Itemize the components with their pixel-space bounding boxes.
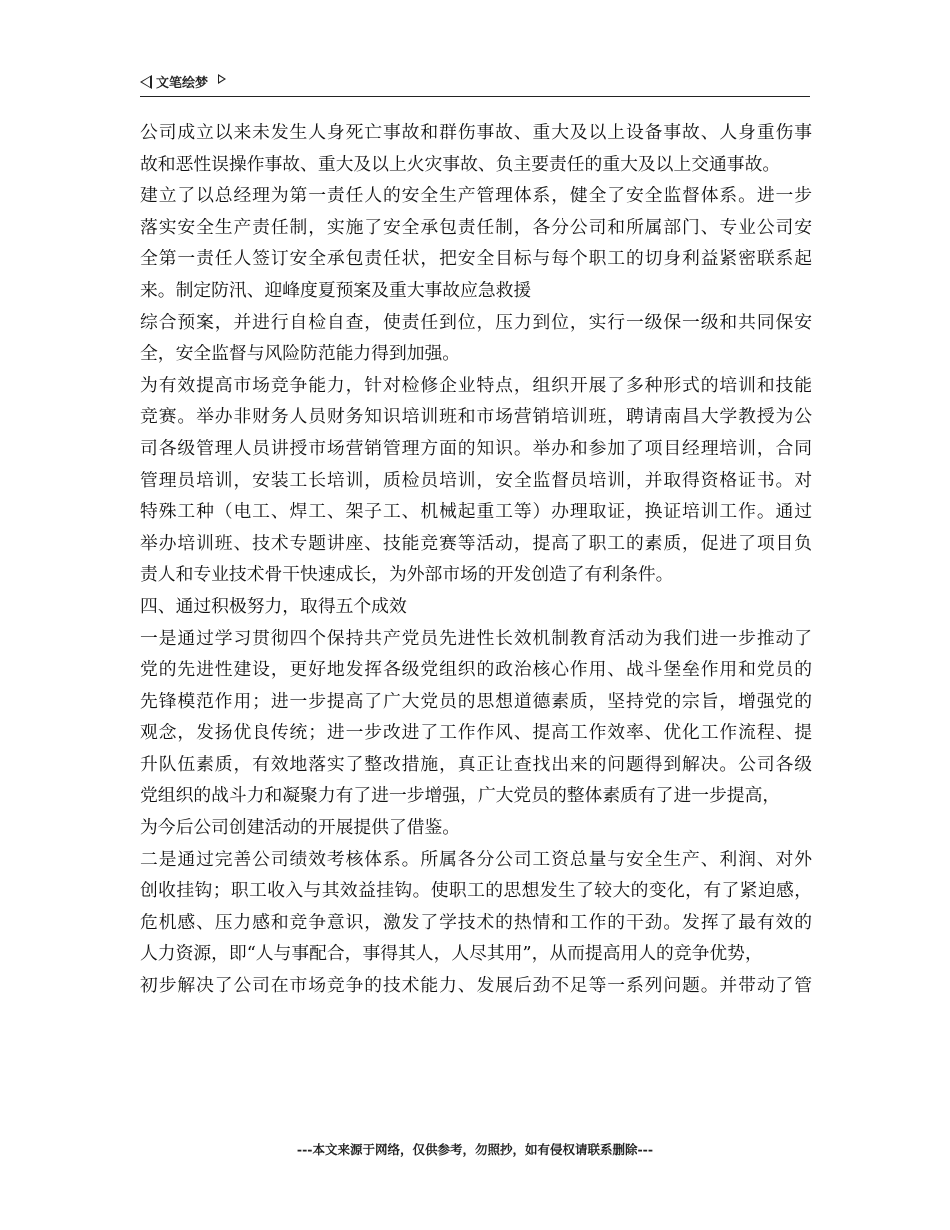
text-line: 一是通过学习贯彻四个保持共产党员先进性长效机制教育活动为我们进一步推动了 — [140, 627, 812, 649]
text-line: 管理员培训，安装工长培训，质检员培训，安全监督员培训，并取得资格证书。对 — [140, 469, 812, 491]
text-line: 四、通过积极努力，取得五个成效 — [140, 595, 407, 617]
text-line: 来。制定防汛、迎峰度夏预案及重大事故应急救援 — [140, 279, 532, 301]
text-line: 创收挂钩；职工收入与其效益挂钩。使职工的思想发生了较大的变化，有了紧迫感， — [140, 880, 812, 902]
text-line: 为有效提高市场竞争能力，针对检修企业特点，组织开展了多种形式的培训和技能 — [140, 374, 812, 396]
text-line: 特殊工种（电工、焊工、架子工、机械起重工等）办理取证，换证培训工作。通过 — [140, 501, 812, 523]
page-header — [140, 72, 810, 97]
header-brand — [140, 72, 226, 91]
text-line: 综合预案，并进行自检自查，使责任到位，压力到位，实行一级保一级和共同保安 — [140, 311, 812, 333]
triangle-right-icon — [218, 74, 226, 84]
text-line: 为今后公司创建活动的开展提供了借鉴。 — [140, 817, 461, 839]
text-line: 竞赛。举办非财务人员财务知识培训班和市场营销培训班，聘请南昌大学教授为公 — [140, 406, 812, 428]
text-line: 全，安全监督与风险防范能力得到加强。 — [140, 343, 461, 365]
text-line: 司各级管理人员讲授市场营销管理方面的知识。举办和参加了项目经理培训，合同 — [140, 437, 812, 459]
text-line: 二是通过完善公司绩效考核体系。所属各分公司工资总量与安全生产、利润、对外 — [140, 848, 812, 870]
text-line: 责人和专业技术骨干快速成长，为外部市场的开发创造了有利条件。 — [140, 564, 674, 586]
triangle-left-icon — [140, 75, 152, 89]
text-line: 先锋模范作用；进一步提高了广大党员的思想道德素质，坚持党的宗旨，增强党的 — [140, 690, 812, 712]
text-line: 举办培训班、技术专题讲座、技能竞赛等活动，提高了职工的素质，促进了项目负 — [140, 532, 812, 554]
text-line: 落实安全生产责任制，实施了安全承包责任制，各分公司和所属部门、专业公司安 — [140, 216, 812, 238]
document-body — [140, 117, 812, 1002]
text-line: 全第一责任人签订安全承包责任状，把安全目标与每个职工的切身利益紧密联系起 — [140, 248, 812, 270]
brand-name: 文笔绘梦 — [156, 76, 209, 91]
page-footer: ---本文来源于网络，仅供参考，勿照抄，如有侵权请联系删除--- — [296, 1142, 654, 1157]
text-line: 党组织的战斗力和凝聚力有了进一步增强，广大党员的整体素质有了进一步提高， — [140, 785, 781, 807]
text-line: 建立了以总经理为第一责任人的安全生产管理体系，健全了安全监督体系。进一步 — [140, 185, 812, 207]
text-line: 党的先进性建设，更好地发挥各级党组织的政治核心作用、战斗堡垒作用和党员的 — [140, 659, 812, 681]
text-line: 升队伍素质，有效地落实了整改措施，真正让查找出来的问题得到解决。公司各级 — [140, 753, 812, 775]
text-line: 人力资源，即“人与事配合，事得其人，人尽其用”，从而提高用人的竞争优势， — [140, 943, 763, 965]
text-line: 危机感、压力感和竞争意识，激发了学技术的热情和工作的干劲。发挥了最有效的 — [140, 911, 812, 933]
text-line: 观念，发扬优良传统；进一步改进了工作作风、提高工作效率、优化工作流程、提 — [140, 722, 812, 744]
text-line: 初步解决了公司在市场竞争的技术能力、发展后劲不足等一系列问题。并带动了管 — [140, 975, 812, 997]
text-line: 故和恶性误操作事故、重大及以上火灾事故、负主要责任的重大及以上交通事故。 — [140, 153, 781, 175]
text-line: 公司成立以来未发生人身死亡事故和群伤事故、重大及以上设备事故、人身重伤事 — [140, 122, 812, 143]
